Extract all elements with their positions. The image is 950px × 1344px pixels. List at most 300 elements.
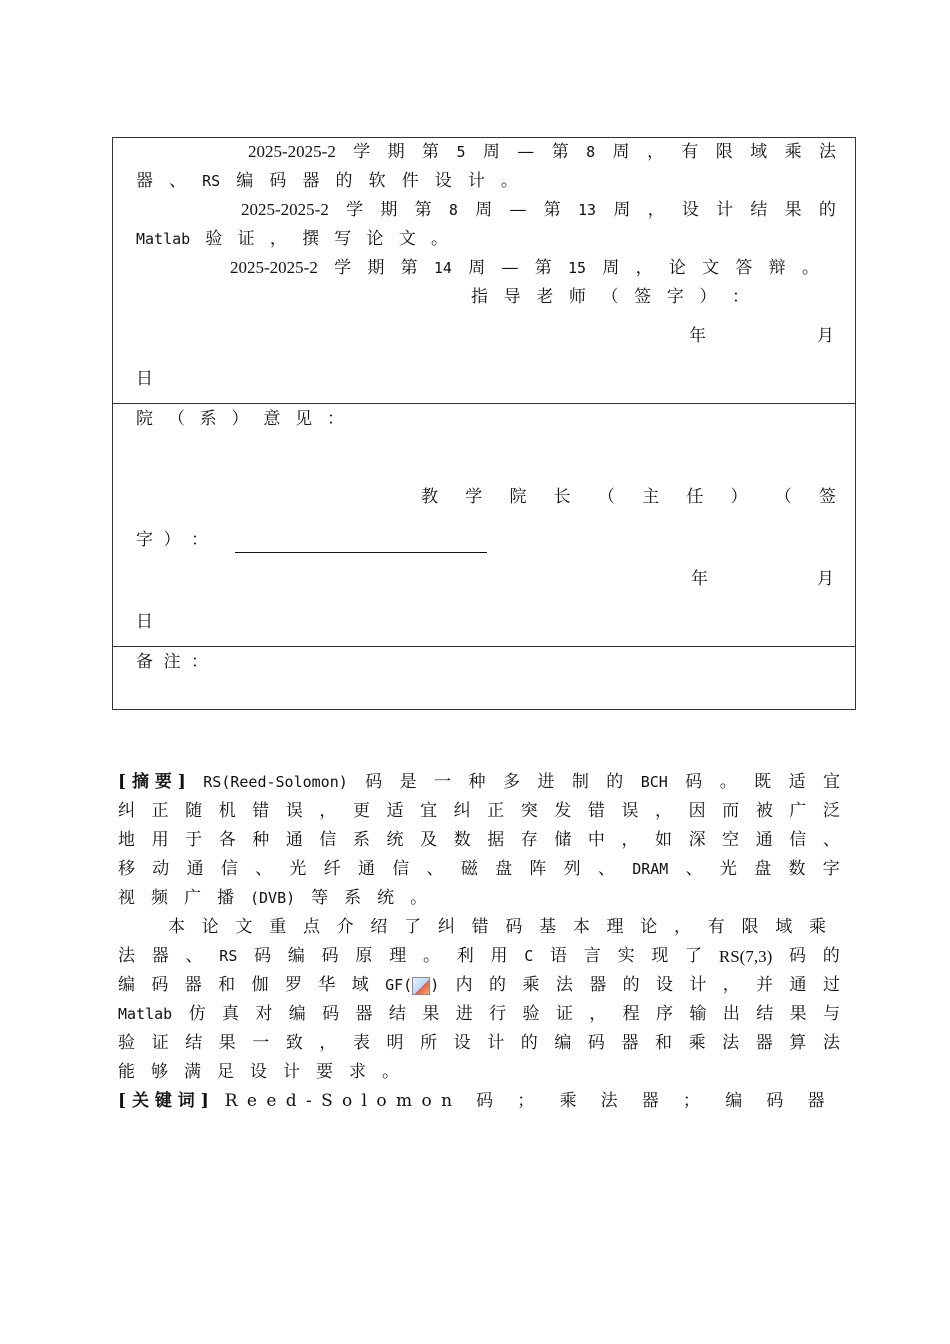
abstract-text: 、 [185, 946, 203, 966]
abstract-text: 码 [685, 772, 703, 792]
abstract-text: 信 [789, 830, 807, 850]
schedule-text: 周 [602, 258, 620, 278]
abstract-text: 码 [322, 1004, 340, 1024]
abstract-text: 码 [254, 946, 272, 966]
schedule-text: 2025-2025-2 [248, 142, 336, 161]
abstract-text: 序 [656, 1004, 674, 1024]
abstract-text: 文 [235, 917, 253, 937]
abstract-text: 满 [184, 1062, 201, 1082]
thesis-form-table [112, 137, 856, 710]
abstract-text: 如 [655, 830, 672, 850]
dean-sign-text: ） [730, 487, 748, 507]
abstract-text: 设 [453, 1033, 471, 1053]
dean-date-year: 年 [691, 569, 718, 589]
abstract-text: 验 [118, 1033, 135, 1053]
abstract-text: 致 [285, 1033, 303, 1053]
dean-sign-text: 学 [465, 487, 483, 507]
schedule-text: ， [647, 200, 665, 220]
abstract-p2-line-5 [118, 1029, 840, 1058]
abstract-text: 系 [344, 888, 362, 908]
abstract-text: 计 [689, 975, 707, 995]
abstract-text: 的 [622, 975, 640, 995]
notes-label [136, 651, 208, 673]
keywords-tag: [ 关 键 词 ] [118, 1091, 209, 1111]
abstract-text: 计 [487, 1033, 505, 1053]
abstract-text: 突 [520, 801, 538, 821]
abstract-text: 编 [288, 1004, 306, 1024]
schedule-section [113, 138, 855, 404]
abstract-text: 视 [118, 888, 135, 908]
schedule-text: ， [646, 142, 664, 162]
abstract-text: 了 [404, 917, 422, 937]
schedule-text: 计 [467, 171, 485, 191]
abstract-text: 系 [352, 830, 370, 850]
abstract-text: 与 [823, 1004, 840, 1024]
schedule-text: 码 [269, 171, 287, 191]
abstract-text: 算 [789, 1033, 807, 1053]
schedule-text: 的 [335, 171, 353, 191]
abstract-text: ， [674, 917, 692, 937]
abstract-text: 真 [221, 1004, 239, 1024]
abstract-line-2 [118, 797, 840, 826]
abstract-text: 码 [505, 917, 523, 937]
schedule-text: 。 [500, 171, 518, 191]
abstract-text: 进 [537, 772, 555, 792]
schedule-text: 15 [568, 259, 587, 277]
keyword-item: Reed-Solomon 码 ； [224, 1091, 544, 1111]
schedule-text: 8 [448, 201, 458, 219]
dean-sign-text: 院 [509, 487, 527, 507]
abstract-text: 磁 [460, 859, 478, 879]
abstract-text: GF( ) [385, 976, 440, 994]
abstract-text: 阵 [529, 859, 547, 879]
abstract-text: 。 [410, 888, 428, 908]
abstract-text: 等 [311, 888, 329, 908]
dean-signature-label-cont [136, 529, 208, 551]
schedule-text: ， [635, 258, 653, 278]
abstract-text: 现 [651, 946, 669, 966]
abstract-text: 、 [426, 859, 444, 879]
abstract-text: 域 [351, 975, 369, 995]
abstract-text: C [524, 947, 534, 965]
schedule-text: 2025-2025-2 [230, 258, 318, 277]
abstract-text: 编 [118, 975, 135, 995]
abstract-text: 而 [722, 801, 740, 821]
abstract-text: 。 [382, 1062, 399, 1082]
abstract-text: 盘 [754, 859, 772, 879]
abstract-text: 编 [287, 946, 305, 966]
abstract-text: 验 [522, 1004, 540, 1024]
abstract-text: 法 [555, 975, 573, 995]
abstract-text: 器 [755, 1033, 773, 1053]
abstract-line-5 [118, 884, 840, 913]
abstract-text: 乘 [808, 917, 826, 937]
schedule-text: ， [269, 229, 287, 249]
schedule-text: 文 [702, 258, 720, 278]
abstract-text: 、 [597, 859, 615, 879]
schedule-text: 器 [302, 171, 320, 191]
schedule-text: 计 [716, 200, 734, 220]
schedule-text: 第 [422, 142, 440, 162]
abstract-text: 对 [255, 1004, 273, 1024]
abstract-text: 理 [606, 917, 624, 937]
abstract-text: 论 [201, 917, 219, 937]
schedule-text: 周 [475, 200, 493, 220]
notes-section [113, 647, 855, 709]
abstract-text: 通 [789, 975, 807, 995]
abstract-text: 果 [789, 1004, 807, 1024]
schedule-text: 编 [236, 171, 254, 191]
abstract-text: 信 [220, 859, 238, 879]
abstract-text: 数 [788, 859, 806, 879]
schedule-text: 2025-2025-2 [241, 200, 329, 219]
abstract-text: 乘 [522, 975, 540, 995]
advisor-sign-text: （ [601, 287, 619, 307]
abstract-text: 随 [185, 801, 203, 821]
abstract-text: 器 [151, 946, 169, 966]
schedule-text: 辩 [768, 258, 786, 278]
abstract-text: 法 [722, 1033, 740, 1053]
schedule-text: 写 [334, 229, 352, 249]
schedule-text: RS [202, 172, 221, 190]
schedule-text: 13 [577, 201, 597, 219]
abstract-text: 据 [487, 830, 505, 850]
abstract-text: ， [319, 1033, 337, 1053]
schedule-text: 软 [368, 171, 386, 191]
schedule-text: 第 [534, 258, 552, 278]
abstract-text: 设 [250, 1062, 267, 1082]
schedule-text: 证 [237, 229, 255, 249]
abstract-p2-line-6 [118, 1058, 840, 1087]
keyword-item: 乘 法 器 ； [559, 1091, 710, 1111]
abstract-text: 要 [316, 1062, 333, 1082]
abstract-text: 表 [352, 1033, 370, 1053]
abstract-text: 动 [152, 859, 170, 879]
schedule-text: 文 [398, 229, 416, 249]
abstract-text: 码 [151, 975, 169, 995]
dean-sign-text: ） [163, 530, 181, 550]
department-opinion-label [136, 408, 344, 430]
advisor-date-month: 月 [817, 326, 844, 346]
schedule-text: 法 [818, 142, 836, 162]
abstract-text: 。 [719, 772, 737, 792]
abstract-text: 了 [685, 946, 703, 966]
abstract-text: 、 [255, 859, 273, 879]
abstract-text: 泛 [822, 801, 840, 821]
schedule-text: 验 [205, 229, 223, 249]
schedule-text: 8 [586, 143, 596, 161]
abstract-text: 行 [489, 1004, 507, 1024]
abstract-text: 结 [185, 1033, 203, 1053]
abstract-text: 纠 [437, 917, 455, 937]
schedule-line-4 [136, 228, 448, 250]
abstract-text: ， [722, 975, 740, 995]
opinion-text: （ [167, 409, 185, 429]
abstract-text: 误 [285, 801, 303, 821]
abstract-text: 仿 [188, 1004, 206, 1024]
dean-sign-text: 字 [136, 530, 153, 550]
abstract-text: 用 [151, 830, 169, 850]
schedule-text: 限 [715, 142, 733, 162]
abstract-text: 、 [685, 859, 703, 879]
abstract-text: 和 [218, 975, 236, 995]
abstract-text: 结 [388, 1004, 406, 1024]
abstract-text: 信 [392, 859, 410, 879]
schedule-text: — [509, 200, 527, 220]
abstract-text: 种 [468, 772, 486, 792]
abstract-text: 更 [352, 801, 370, 821]
abstract-text: 频 [151, 888, 168, 908]
schedule-text: 结 [750, 200, 768, 220]
abstract-text: RS(7,3) [718, 947, 773, 966]
schedule-line-5 [230, 257, 819, 279]
schedule-text: — [501, 258, 519, 278]
schedule-text: 第 [400, 258, 418, 278]
abstract-p2-line-4 [118, 1000, 840, 1029]
broken-image-icon [412, 977, 430, 995]
abstract-text: Matlab [118, 1005, 173, 1023]
abstract-text: 发 [554, 801, 572, 821]
abstract-text: BCH [640, 773, 668, 791]
dean-sign-text: ： [191, 530, 208, 550]
abstract-text: 纠 [118, 801, 135, 821]
abstract-tag: [ 摘 要 ] [118, 772, 186, 792]
schedule-text: 设 [434, 171, 452, 191]
schedule-line-2 [136, 170, 518, 192]
signature-underline [235, 552, 487, 553]
abstract-text: 信 [319, 830, 337, 850]
abstract-text: 证 [151, 1033, 169, 1053]
dean-sign-text: 签 [818, 487, 836, 507]
abstract-text: 计 [283, 1062, 300, 1082]
abstract-p2-line-3 [118, 971, 840, 1000]
abstract-text: 宜 [823, 772, 840, 792]
abstract-text: 播 [217, 888, 234, 908]
schedule-text: 有 [681, 142, 699, 162]
abstract-text: 果 [422, 1004, 440, 1024]
schedule-text: 果 [784, 200, 802, 220]
opinion-text: 见 [295, 409, 313, 429]
abstract-text: 所 [420, 1033, 438, 1053]
schedule-text: 周 [468, 258, 486, 278]
schedule-text: 的 [818, 200, 836, 220]
abstract-text: 广 [789, 801, 807, 821]
schedule-text: 。 [430, 229, 448, 249]
abstract-text: DRAM [632, 860, 669, 878]
abstract-text: 基 [539, 917, 557, 937]
abstract-text: 于 [185, 830, 203, 850]
abstract-text: 并 [756, 975, 774, 995]
abstract-text: 设 [655, 975, 673, 995]
abstract-text: 介 [336, 917, 354, 937]
abstract-text: 误 [621, 801, 639, 821]
abstract-p2-line-1 [168, 913, 826, 942]
abstract-text: 因 [688, 801, 706, 821]
abstract-text: 言 [583, 946, 601, 966]
advisor-sign-text: ： [732, 287, 749, 307]
advisor-signature-label [471, 286, 749, 308]
abstract-text: 原 [355, 946, 373, 966]
abstract-text: 码 [587, 1033, 605, 1053]
abstract-text: 错 [587, 801, 605, 821]
abstract-text: 本 [572, 917, 590, 937]
abstract-text: 绍 [370, 917, 388, 937]
schedule-line-1 [248, 141, 836, 163]
abstract-text: 存 [520, 830, 538, 850]
abstract-text: 理 [389, 946, 407, 966]
abstract-text: 码 [365, 772, 383, 792]
abstract-text: 机 [218, 801, 236, 821]
abstract-text: 器 [589, 975, 607, 995]
schedule-text: 论 [668, 258, 686, 278]
opinion-text: ） [231, 409, 249, 429]
schedule-line-3 [241, 199, 836, 221]
dean-sign-text: （ [774, 487, 792, 507]
schedule-text: 周 [612, 142, 630, 162]
abstract-text: 宜 [420, 801, 438, 821]
abstract-text: 器 [355, 1004, 373, 1024]
abstract-text: 种 [252, 830, 270, 850]
schedule-text: 第 [551, 142, 569, 162]
abstract-text: 内 [455, 975, 473, 995]
dean-sign-text: 主 [642, 487, 660, 507]
notes-text: 备 [136, 652, 153, 672]
abstract-text: 空 [722, 830, 740, 850]
abstract-text: 一 [434, 772, 452, 792]
abstract-line-4 [118, 855, 840, 884]
dean-signature-label [421, 486, 836, 508]
schedule-text: 撰 [302, 229, 320, 249]
schedule-text: 第 [414, 200, 432, 220]
abstract-text: 华 [318, 975, 336, 995]
abstract-text: 进 [455, 1004, 473, 1024]
abstract-text: 数 [453, 830, 471, 850]
abstract-text: 和 [655, 1033, 672, 1053]
advisor-sign-text: 指 [471, 287, 488, 307]
abstract-text: 字 [822, 859, 840, 879]
abstract-text: 通 [285, 830, 303, 850]
abstract-text: 过 [822, 975, 840, 995]
schedule-text: — [517, 142, 535, 162]
dean-sign-text: 任 [686, 487, 704, 507]
abstract-text: 法 [118, 946, 135, 966]
abstract-text: 码 [789, 946, 807, 966]
abstract-text: 证 [555, 1004, 573, 1024]
advisor-date-year: 年 [689, 326, 716, 346]
opinion-text: ： [326, 409, 344, 429]
abstract-text: 的 [489, 975, 507, 995]
advisor-sign-text: 导 [503, 287, 521, 307]
abstract-text: 果 [218, 1033, 236, 1053]
abstract-text: 及 [420, 830, 438, 850]
abstract-text: 的 [606, 772, 624, 792]
abstract-text: RS(Reed-Solomon) [203, 773, 348, 791]
abstract-text: 多 [502, 772, 520, 792]
schedule-text: 期 [380, 200, 398, 220]
abstract-text: 足 [217, 1062, 234, 1082]
schedule-text: 论 [366, 229, 384, 249]
abstract-text: 储 [554, 830, 572, 850]
abstract-text: ， [589, 1004, 607, 1024]
abstract-text: 编 [554, 1033, 572, 1053]
abstract-text: 的 [520, 1033, 538, 1053]
abstract-text: 。 [422, 946, 440, 966]
abstract-text: 够 [151, 1062, 168, 1082]
dean-date-day: 日 [136, 612, 163, 632]
schedule-text: 期 [367, 258, 385, 278]
dean-sign-text: 长 [553, 487, 571, 507]
schedule-text: 5 [456, 143, 466, 161]
schedule-text: 域 [750, 142, 768, 162]
keywords-line [118, 1087, 840, 1116]
abstract-text: ， [621, 830, 639, 850]
abstract-text: 盘 [495, 859, 513, 879]
keyword-item: 编 码 器 [725, 1091, 834, 1111]
abstract-text: 语 [550, 946, 568, 966]
abstract-text: 通 [755, 830, 773, 850]
abstract-text: 出 [722, 1004, 740, 1024]
abstract-text: 明 [386, 1033, 404, 1053]
abstract-text: 移 [118, 859, 135, 879]
abstract-text: 统 [377, 888, 395, 908]
schedule-text: 、 [169, 171, 187, 191]
schedule-text: 乘 [784, 142, 802, 162]
schedule-text: 学 [346, 200, 364, 220]
abstract-text: 既 [754, 772, 772, 792]
abstract-text: 错 [471, 917, 489, 937]
abstract-text: 光 [719, 859, 737, 879]
abstract-text: 正 [487, 801, 505, 821]
abstract-line-1 [118, 768, 840, 797]
advisor-sign-text: 字 [666, 287, 684, 307]
abstract-text: ， [655, 801, 672, 821]
abstract-text: 重 [269, 917, 287, 937]
abstract-text: 乘 [688, 1033, 706, 1053]
abstract-text: 伽 [251, 975, 269, 995]
dean-date-month: 月 [817, 569, 844, 589]
department-opinion-section [113, 404, 855, 647]
advisor-date-day: 日 [136, 369, 163, 389]
schedule-text: Matlab [136, 230, 191, 248]
advisor-sign-text: ） [699, 287, 717, 307]
notes-text: ： [191, 652, 208, 672]
abstract-text: 罗 [284, 975, 302, 995]
abstract-text: 正 [151, 801, 169, 821]
schedule-text: 期 [387, 142, 405, 162]
schedule-text: 。 [801, 258, 819, 278]
abstract-text: 、 [822, 830, 840, 850]
abstract-text: 统 [386, 830, 404, 850]
abstract-text: 被 [755, 801, 773, 821]
abstract-text: ， [319, 801, 337, 821]
abstract-text: 点 [302, 917, 320, 937]
abstract-text: (DVB) [250, 889, 296, 907]
schedule-text: 答 [735, 258, 753, 278]
abstract-text: 程 [622, 1004, 640, 1024]
abstract-text: 制 [571, 772, 589, 792]
abstract-text: 一 [252, 1033, 270, 1053]
abstract-text: 本 [168, 917, 185, 937]
abstract-text: 深 [688, 830, 706, 850]
schedule-text: 周 [613, 200, 631, 220]
opinion-text: 院 [136, 409, 153, 429]
abstract-text: 器 [621, 1033, 639, 1053]
abstract-text: 实 [617, 946, 635, 966]
advisor-sign-text: 老 [536, 287, 554, 307]
abstract-text: 适 [788, 772, 806, 792]
schedule-text: 学 [353, 142, 371, 162]
schedule-text: 14 [433, 259, 452, 277]
